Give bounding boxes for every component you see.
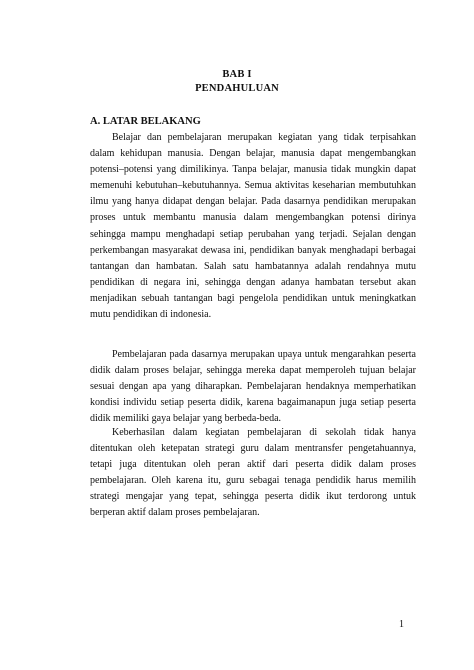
chapter-number: BAB I (222, 69, 252, 80)
chapter-title: PENDAHULUAN (195, 83, 279, 94)
paragraph-3-text: Keberhasilan dalam kegiatan pembelajaran di sekolah tidak hanya ditentukan oleh ketepatan strategi guru dalam mentransfer pengetahuannya, tetapi juga ditentukan oleh peran aktif dari peserta didik dalam proses pembelajaran. Oleh karena itu, guru sebagai tenaga pendidik harus memilih strategi mengajar yang tepat, sehingga peserta didik ikut terdorong untuk berperan aktif dalam proses pembelajaran. (90, 427, 416, 519)
paragraph-2 (90, 347, 416, 427)
paragraph-3 (90, 425, 416, 522)
paragraph-1 (90, 130, 416, 323)
paragraph-1-text: Belajar dan pembelajaran merupakan kegiatan yang tidak terpisahkan dalam kehidupan manusia. Dengan belajar, manusia dapat mengembangkan potensi–potensi yang dimilikinya. Tanpa belajar, manusia tidak mungkin dapat memenuhi kebutuhan–kebutuhannya. Semua aktivitas keseharian membutuhkan ilmu yang hanya didapat dengan belajar. Pada dasarnya pendidikan merupakan proses untuk membantu manusia dalam mengembangkan potensi dirinya sehingga mampu menghadapi setiap perubahan yang terjadi. Sejalan dengan perkembangan masyarakat dewasa ini, pendidikan banyak menghadapi berbagai tantangan dan hambatan. Salah satu hambatannya adalah rendahnya mutu pendidikan di negara ini, sehingga dengan adanya hambatan tersebut akan menjadikan sebuah tantangan bagi pengelola pendidikan untuk meningkatkan mutu pendidikan di indonesia. (90, 132, 416, 321)
section-heading: A. LATAR BELAKANG (90, 116, 201, 127)
page-number: 1 (399, 619, 404, 630)
paragraph-2-text: Pembelajaran pada dasarnya merupakan upaya untuk mengarahkan peserta didik dalam proses belajar, sehingga mereka dapat memperoleh tujuan belajar sesuai dengan apa yang diharapkan. Pembelajaran hendaknya memperhatikan kondisi individu setiap peserta didik, karena bagaimanapun juga setiap peserta didik memiliki gaya belajar yang berbeda-beda. (90, 349, 416, 425)
